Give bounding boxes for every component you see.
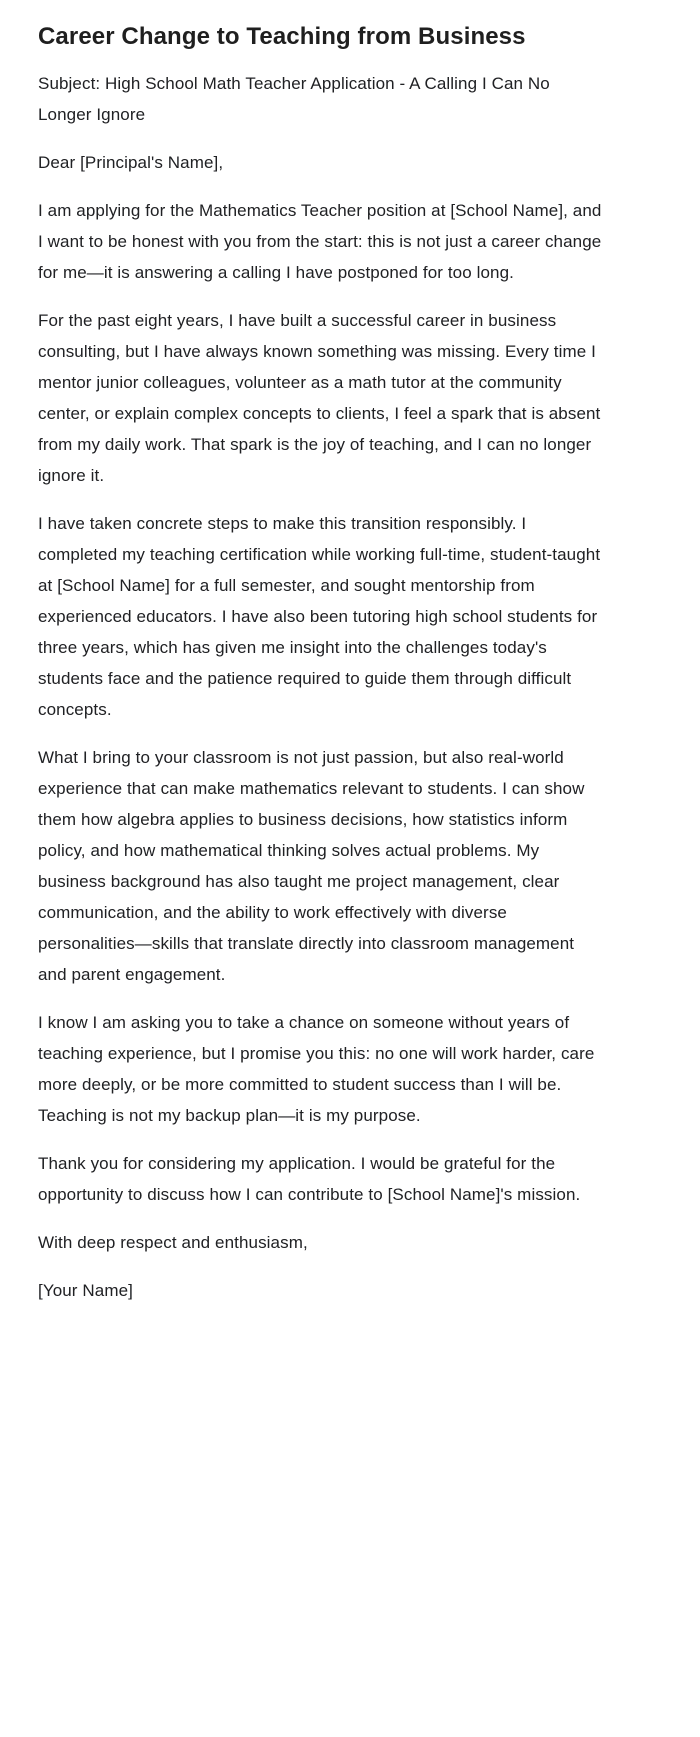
signature-placeholder: [Your Name] xyxy=(38,1281,133,1300)
body-paragraph: I know I am asking you to take a chance on someone without years of teaching experience, but I promise you this: no one will work harder, care more deeply, or be more committed to student success than I will be. Teaching is not my backup plan—it is my purpose. xyxy=(38,1013,595,1125)
page-title: Career Change to Teaching from Business xyxy=(38,23,526,50)
body-paragraph: I have taken concrete steps to make this transition responsibly. I completed my teaching certification while working full-time, student-taught at [School Name] for a full semester, and sought mentorship from experienced educators. I have also been tutoring high school students for three years, which has given me insight into the challenges today's students face and the patience required to guide them through difficult concepts. xyxy=(38,514,601,719)
body-paragraph: I am applying for the Mathematics Teacher position at [School Name], and I want to be honest with you from the start: this is not just a career change for me—it is answering a calling I have postponed for too long. xyxy=(38,201,602,282)
salutation: Dear [Principal's Name], xyxy=(38,153,224,172)
subject-line: Subject: High School Math Teacher Application - A Calling I Can No Longer Ignore xyxy=(38,74,550,124)
body-paragraph: For the past eight years, I have built a successful career in business consulting, but I have always known something was missing. Every time I mentor junior colleagues, volunteer as a math tutor at the community center, or explain complex concepts to clients, I feel a spark that is absent from my daily work. That spark is the joy of teaching, and I can no longer ignore it. xyxy=(38,311,601,485)
closing-line: With deep respect and enthusiasm, xyxy=(38,1233,308,1252)
body-paragraph: What I bring to your classroom is not just passion, but also real-world experience that can make mathematics relevant to students. I can show them how algebra applies to business decisions, how statistics inform policy, and how mathematical thinking solves actual problems. My business background has also taught me project management, clear communication, and the ability to work effectively with diverse personalities—skills that translate directly into classroom management and parent engagement. xyxy=(38,748,585,984)
body-paragraph: Thank you for considering my application. I would be grateful for the opportunity to discuss how I can contribute to [School Name]'s mission. xyxy=(38,1154,581,1204)
